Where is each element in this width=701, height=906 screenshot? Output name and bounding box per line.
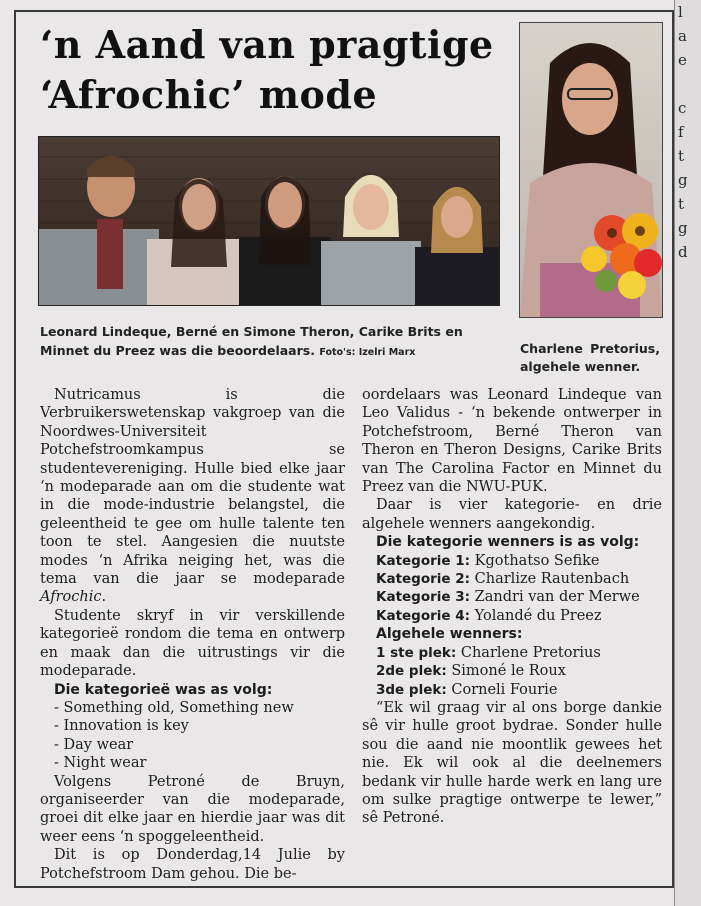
strip-char: f	[678, 123, 684, 141]
headline	[40, 20, 510, 120]
paragraph-intro-end: .	[101, 589, 107, 606]
article-column-2	[362, 386, 662, 828]
winner-row	[362, 552, 662, 570]
overall-name: Simoné le Roux	[451, 663, 566, 680]
paragraph-organiser: Volgens Petroné de Bruyn, organiseerder van die modeparade, groei dit elke jaar en hierdie jaar was dit weer eens ‘n spoggeleentheid.	[40, 773, 345, 845]
adjacent-column-strip	[674, 0, 701, 906]
category-item: - Night wear	[54, 755, 147, 772]
winner-row	[362, 570, 662, 588]
winner-name: Yolandé du Preez	[474, 607, 602, 624]
winner-photo	[519, 22, 663, 318]
winner-label: Kategorie 1:	[376, 552, 471, 569]
category-item: - Innovation is key	[54, 718, 189, 735]
strip-char: l	[678, 3, 683, 21]
paragraph-intro-text: Nutricamus is die Verbruikerswetenskap vakgroep van die Noordwes-Universiteit Potchefstroomkampus se studentevereniging. Hulle bied elke jaar ‘n modeparade aan om die studente wat in die mode-industrie belangstel, die geleentheid te gee om hulle talente ten toon te stel. Aangesien die nuutste modes ‘n Afrika neiging het, was die tema van die jaar se modeparade	[40, 387, 345, 588]
judges-caption-text: Leonard Lindeque, Berné en Simone Theron, Carike Brits en Minnet du Preez was die beoordelaars.	[40, 324, 463, 358]
strip-char: t	[678, 195, 685, 213]
winner-photo-illustration	[520, 23, 662, 317]
paragraph-quote: “Ek wil graag vir al ons borge dankie sê vir hulle groot bydrae. Sonder hulle sou die aand nie moontlik gewees het nie. Ek wil ook al die deelnemers bedank vir hulle harde werk en lang ure om sulke pragtige ontwerpe te lewer,” sê Petroné.	[362, 699, 662, 827]
theme-name: Afrochic	[40, 589, 102, 606]
headline-line-1: ‘n Aand van pragtige	[40, 22, 494, 67]
overall-label: 3de plek:	[376, 681, 447, 698]
winner-row	[362, 588, 662, 606]
strip-char: c	[678, 99, 687, 117]
overall-label: 2de plek:	[376, 663, 447, 680]
paragraph-intro	[40, 386, 345, 607]
judges-photo-illustration	[39, 137, 499, 305]
winners-heading: Die kategorie wenners is as volg:	[376, 534, 640, 551]
overall-row	[362, 644, 662, 662]
winner-name: Charlize Rautenbach	[474, 571, 630, 588]
overall-heading: Algehele wenners:	[376, 626, 523, 643]
categories-heading: Die kategorieë was as volg:	[54, 681, 273, 698]
overall-row	[362, 662, 662, 680]
strip-char: g	[678, 171, 688, 189]
paragraph-date: Dit is op Donderdag,14 Julie by Potchefstroom Dam gehou. Die be-	[40, 847, 345, 882]
strip-char: d	[678, 243, 688, 261]
strip-char: t	[678, 147, 685, 165]
winner-row	[362, 607, 662, 625]
category-item: - Day wear	[54, 736, 134, 753]
article-column-1	[40, 386, 345, 883]
winner-label: Kategorie 3:	[376, 589, 471, 606]
headline-line-2: ‘Afrochic’ mode	[40, 72, 378, 117]
overall-label: 1 ste plek:	[376, 644, 457, 661]
strip-char: e	[678, 51, 687, 69]
photo-credit: Foto's: Izelri Marx	[319, 347, 416, 358]
winner-name: Kgothatso Sefike	[474, 552, 600, 569]
category-item: - Something old, Something new	[54, 699, 294, 716]
paragraph-judges: oordelaars was Leonard Lindeque van Leo Validus - ‘n bekende ontwerper in Potchefstroom, Berné Theron van Theron en Theron Designs, Carike Brits van The Carolina Factor en Minnet du Preez van die NWU-PUK.	[362, 387, 662, 496]
winner-caption: Charlene Pretorius, algehele wenner.	[520, 341, 660, 374]
judges-caption	[40, 322, 510, 362]
strip-char	[678, 72, 701, 96]
strip-char: a	[678, 27, 687, 45]
overall-name: Charlene Pretorius	[460, 644, 601, 661]
paragraph-categories-intro: Studente skryf in vir verskillende kategorieë rondom die tema en ontwerp en maak dan die uitrustings vir die modeparade.	[40, 607, 345, 680]
winner-name: Zandri van der Merwe	[474, 589, 640, 606]
judges-photo	[38, 136, 500, 306]
overall-name: Corneli Fourie	[451, 681, 558, 698]
overall-row	[362, 681, 662, 699]
paragraph-announced: Daar is vier kategorie- en drie algehele wenners aangekondig.	[362, 497, 662, 532]
strip-char: g	[678, 219, 688, 237]
winner-label: Kategorie 4:	[376, 607, 471, 624]
winner-label: Kategorie 2:	[376, 571, 471, 588]
